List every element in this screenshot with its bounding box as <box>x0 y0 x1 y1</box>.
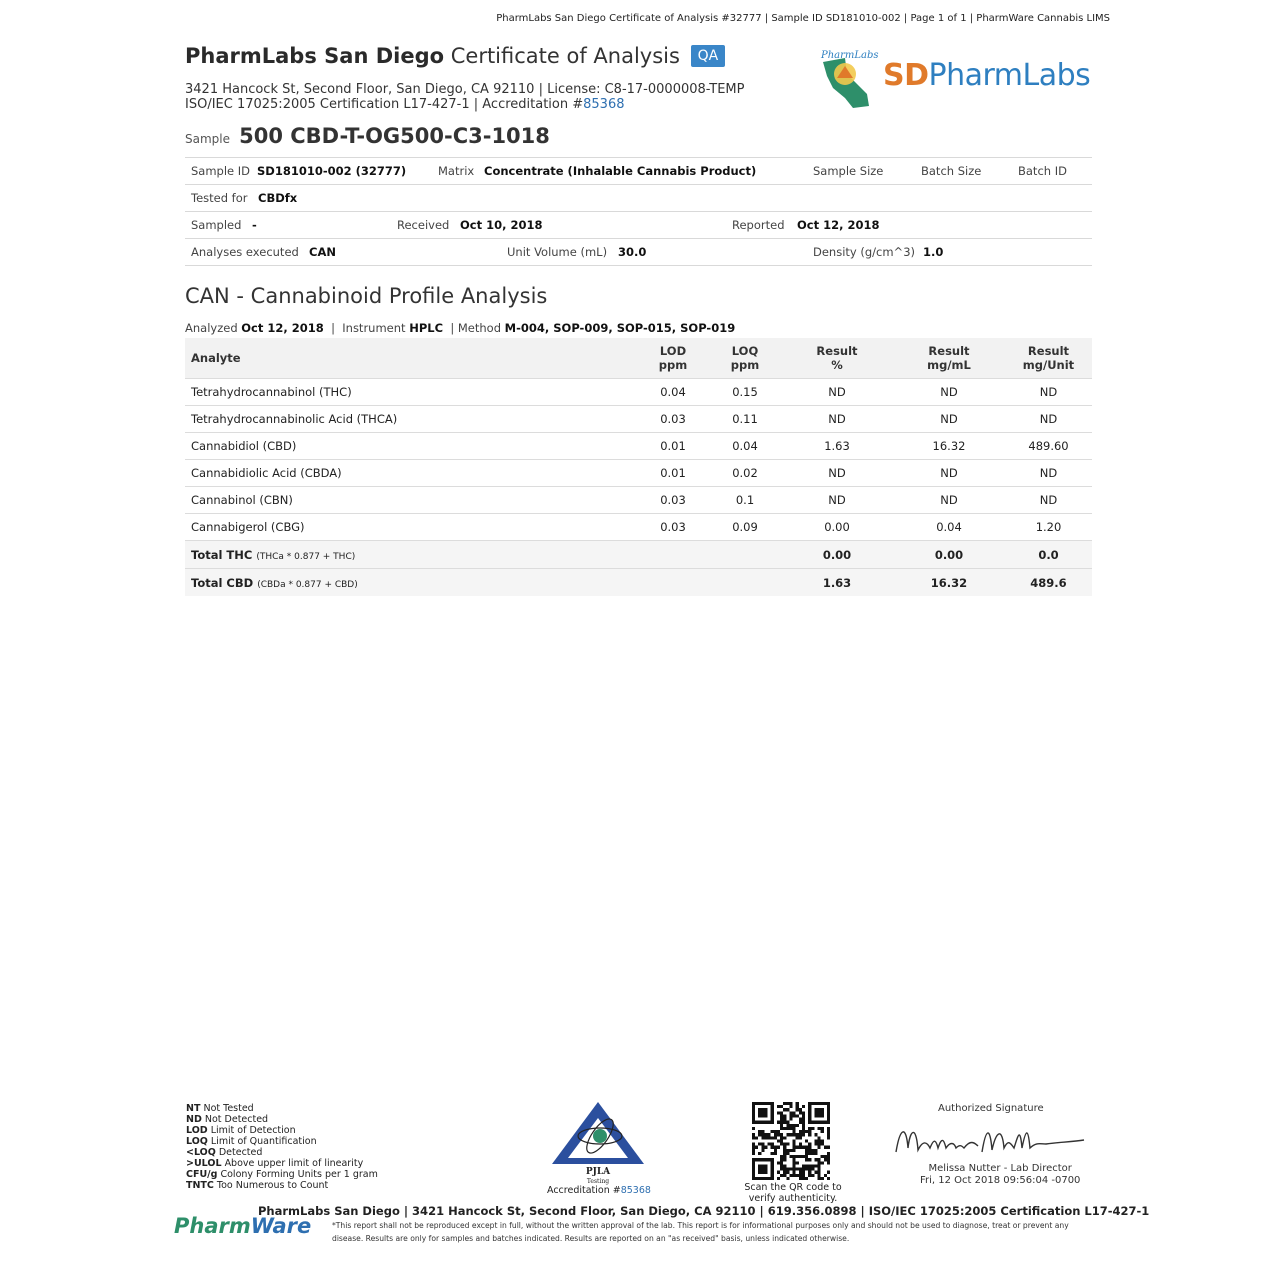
signature-heading: Authorized Signature <box>938 1103 1044 1114</box>
sdpharmlabs-logo <box>815 44 1095 114</box>
col-analyte: Analyte <box>185 338 637 379</box>
total-label-cell <box>185 569 637 597</box>
batch-id-label: Batch ID <box>1018 164 1067 178</box>
pjla-accreditation <box>547 1185 651 1196</box>
result-mgml-cell: ND <box>893 406 1005 433</box>
table-row <box>185 406 1092 433</box>
result-mgunit-cell: ND <box>1005 487 1092 514</box>
matrix-value: Concentrate (Inhalable Cannabis Product) <box>484 164 757 178</box>
total-mgml-cell: 0.00 <box>893 541 1005 569</box>
reported-label: Reported <box>732 218 785 232</box>
legend-item <box>186 1114 378 1125</box>
legend-abbr: >ULOL <box>186 1158 222 1169</box>
accreditation-prefix: ISO/IEC 17025:2005 Certification L17-427-1 | Accreditation # <box>185 97 584 112</box>
result-mgml-cell: 16.32 <box>893 433 1005 460</box>
unit-volume-value: 30.0 <box>618 245 647 259</box>
loq-cell: 0.11 <box>709 406 781 433</box>
result-mgml-cell: ND <box>893 487 1005 514</box>
method-label: Method <box>457 321 502 335</box>
document-topline: PharmLabs San Diego Certificate of Analysis #32777 | Sample ID SD181010-002 | Page 1 of 1 | PharmWare Cannabis LIMS <box>496 13 1110 24</box>
result-mgunit-cell: 1.20 <box>1005 514 1092 541</box>
total-pct-cell: 0.00 <box>781 541 893 569</box>
accreditation-link[interactable]: 85368 <box>583 97 625 112</box>
analyzed-value: Oct 12, 2018 <box>241 321 324 335</box>
legend-text: Detected <box>218 1147 263 1158</box>
legend-text: Limit of Quantification <box>210 1136 317 1147</box>
analyte-cell: Tetrahydrocannabinolic Acid (THCA) <box>185 406 637 433</box>
analyte-cell: Cannabidiol (CBD) <box>185 433 637 460</box>
table-row <box>185 514 1092 541</box>
density-value: 1.0 <box>923 245 944 259</box>
analyte-cell: Cannabigerol (CBG) <box>185 514 637 541</box>
empty-cell <box>637 541 709 569</box>
total-mgunit-cell: 0.0 <box>1005 541 1092 569</box>
lod-cell: 0.03 <box>637 487 709 514</box>
sample-label: Sample <box>185 132 230 146</box>
handwritten-signature <box>890 1118 1090 1163</box>
signatory-name: Melissa Nutter - Lab Director <box>928 1163 1072 1174</box>
lod-cell: 0.04 <box>637 379 709 406</box>
lab-header <box>185 44 725 68</box>
sampled-label: Sampled <box>191 218 242 232</box>
legend-item <box>186 1147 378 1158</box>
instrument-label: Instrument <box>342 321 406 335</box>
sample-title <box>185 124 550 148</box>
sampled-value: - <box>252 218 257 232</box>
col-result-mgunit: Result mg/Unit <box>1005 338 1092 379</box>
legend-text: Not Tested <box>203 1103 254 1114</box>
info-row <box>185 238 1092 266</box>
address-line-2 <box>185 97 744 112</box>
result-mgunit-cell: ND <box>1005 406 1092 433</box>
abbreviation-legend <box>186 1103 378 1191</box>
analyses-label: Analyses executed <box>191 245 299 259</box>
legend-item <box>186 1180 378 1191</box>
result-pct-cell: ND <box>781 406 893 433</box>
col-loq: LOQ ppm <box>709 338 781 379</box>
analyses-value: CAN <box>309 245 336 259</box>
footer-disclaimer: *This report shall not be reproduced except in full, without the written approval of the lab. This report is for informational purposes only and should not be used to diagnose, treat or prevent any disease. Results are only for samples and batches indicated. Results are reported on an "as received" basis, unless indicated otherwise. <box>332 1221 1069 1243</box>
total-mgunit-cell: 489.6 <box>1005 569 1092 597</box>
lab-name: PharmLabs San Diego <box>185 44 445 68</box>
instrument-value: HPLC <box>409 321 444 335</box>
info-row <box>185 184 1092 211</box>
qr-caption <box>740 1182 846 1204</box>
sample-id-label: Sample ID <box>191 164 251 178</box>
california-map-icon <box>815 44 885 114</box>
address-line-1: 3421 Hancock St, Second Floor, San Diego, CA 92110 | License: C8-17-0000008-TEMP <box>185 82 745 97</box>
legend-text: Too Numerous to Count <box>216 1180 329 1191</box>
cannabinoid-results-table <box>185 338 1092 596</box>
section-title: CAN - Cannabinoid Profile Analysis <box>185 284 548 308</box>
tested-for-label: Tested for <box>191 191 248 205</box>
footer-lab-info: PharmLabs San Diego | 3421 Hancock St, Second Floor, San Diego, CA 92110 | 619.356.0898 | ISO/IEC 17025:2005 Certification L17-427-1 <box>258 1204 1150 1218</box>
batch-size-label: Batch Size <box>921 164 982 178</box>
unit-volume-label: Unit Volume (mL) <box>507 245 608 259</box>
lab-address <box>185 82 744 112</box>
logo-sd: SD <box>883 58 929 93</box>
lod-cell: 0.03 <box>637 514 709 541</box>
legend-text: Colony Forming Units per 1 gram <box>220 1169 378 1180</box>
total-formula: (CBDa * 0.877 + CBD) <box>257 579 358 590</box>
lod-cell: 0.01 <box>637 460 709 487</box>
result-mgunit-cell: 489.60 <box>1005 433 1092 460</box>
density-label: Density (g/cm^3) <box>813 245 916 259</box>
legend-abbr: LOD <box>186 1125 208 1136</box>
document-title: Certificate of Analysis <box>450 44 680 68</box>
pjla-acc-link[interactable]: 85368 <box>620 1185 651 1196</box>
table-row <box>185 460 1092 487</box>
result-pct-cell: ND <box>781 379 893 406</box>
loq-cell: 0.04 <box>709 433 781 460</box>
result-pct-cell: ND <box>781 460 893 487</box>
loq-cell: 0.09 <box>709 514 781 541</box>
sample-info-table <box>185 157 1092 266</box>
analyzed-label: Analyzed <box>185 321 238 335</box>
analyte-cell: Cannabidiolic Acid (CBDA) <box>185 460 637 487</box>
logo-pharmlabs: PharmLabs <box>928 58 1091 93</box>
lod-cell: 0.03 <box>637 406 709 433</box>
empty-cell <box>709 541 781 569</box>
legend-text: Above upper limit of linearity <box>224 1158 364 1169</box>
result-mgml-cell: 0.04 <box>893 514 1005 541</box>
legend-abbr: CFU/g <box>186 1169 218 1180</box>
reported-value: Oct 12, 2018 <box>797 218 880 232</box>
pjla-name: PJLA <box>585 1167 611 1177</box>
analyte-cell: Cannabinol (CBN) <box>185 487 637 514</box>
total-formula: (THCa * 0.877 + THC) <box>256 551 356 562</box>
qr-code-icon[interactable] <box>752 1102 830 1180</box>
total-label-cell <box>185 541 637 569</box>
legend-abbr: NT <box>186 1103 201 1114</box>
result-mgml-cell: ND <box>893 460 1005 487</box>
legend-text: Limit of Detection <box>210 1125 296 1136</box>
method-value: M-004, SOP-009, SOP-015, SOP-019 <box>504 321 736 335</box>
legend-text: Not Detected <box>204 1114 269 1125</box>
matrix-label: Matrix <box>438 164 475 178</box>
result-mgml-cell: ND <box>893 379 1005 406</box>
lod-cell: 0.01 <box>637 433 709 460</box>
empty-cell <box>709 569 781 597</box>
pjla-sub: Testing <box>586 1178 610 1185</box>
legend-item <box>186 1125 378 1136</box>
logo-arc-text: PharmLabs <box>821 50 879 61</box>
sample-id-value: SD181010-002 (32777) <box>257 164 407 178</box>
table-row <box>185 433 1092 460</box>
total-row <box>185 569 1092 597</box>
legend-item <box>186 1169 378 1180</box>
sample-size-label: Sample Size <box>813 164 884 178</box>
pjla-logo <box>548 1100 648 1189</box>
col-result-pct: Result % <box>781 338 893 379</box>
signatory <box>920 1163 1080 1187</box>
pjla-triangle-icon <box>548 1100 648 1185</box>
table-row <box>185 487 1092 514</box>
received-value: Oct 10, 2018 <box>460 218 543 232</box>
result-mgunit-cell: ND <box>1005 460 1092 487</box>
analyte-cell: Tetrahydrocannabinol (THC) <box>185 379 637 406</box>
info-row <box>185 157 1092 184</box>
loq-cell: 0.15 <box>709 379 781 406</box>
legend-abbr: <LOQ <box>186 1147 216 1158</box>
info-row <box>185 211 1092 238</box>
analysis-meta: Analyzed Oct 12, 2018 | Instrument HPLC | Method M-004, SOP-009, SOP-015, SOP-019 <box>185 321 736 335</box>
result-pct-cell: 1.63 <box>781 433 893 460</box>
legend-abbr: LOQ <box>186 1136 208 1147</box>
total-label: Total CBD <box>191 575 254 590</box>
tested-for-value: CBDfx <box>258 191 298 205</box>
signature-date: Fri, 12 Oct 2018 09:56:04 -0700 <box>920 1175 1081 1186</box>
col-result-mgml: Result mg/mL <box>893 338 1005 379</box>
logo-wordmark <box>883 58 1090 93</box>
received-label: Received <box>397 218 450 232</box>
legend-item <box>186 1158 378 1169</box>
pharmware-logo-right: Ware <box>250 1214 312 1238</box>
qa-badge: QA <box>691 45 726 67</box>
qr-caption-line-1: Scan the QR code to <box>744 1182 842 1193</box>
result-pct-cell: ND <box>781 487 893 514</box>
empty-cell <box>637 569 709 597</box>
total-pct-cell: 1.63 <box>781 569 893 597</box>
loq-cell: 0.1 <box>709 487 781 514</box>
total-label: Total THC <box>191 547 253 562</box>
legend-item <box>186 1103 378 1114</box>
loq-cell: 0.02 <box>709 460 781 487</box>
col-lod: LOD ppm <box>637 338 709 379</box>
legend-abbr: TNTC <box>186 1180 214 1191</box>
total-mgml-cell: 16.32 <box>893 569 1005 597</box>
table-header-row <box>185 338 1092 379</box>
legend-abbr: ND <box>186 1114 202 1125</box>
result-mgunit-cell: ND <box>1005 379 1092 406</box>
result-pct-cell: 0.00 <box>781 514 893 541</box>
pharmware-logo-left: Pharm <box>174 1214 251 1238</box>
qr-caption-line-2: verify authenticity. <box>748 1193 838 1204</box>
sample-name: 500 CBD-T-OG500-C3-1018 <box>239 124 550 148</box>
legend-item <box>186 1136 378 1147</box>
pjla-acc-prefix: Accreditation # <box>547 1185 621 1196</box>
total-row <box>185 541 1092 569</box>
table-row <box>185 379 1092 406</box>
